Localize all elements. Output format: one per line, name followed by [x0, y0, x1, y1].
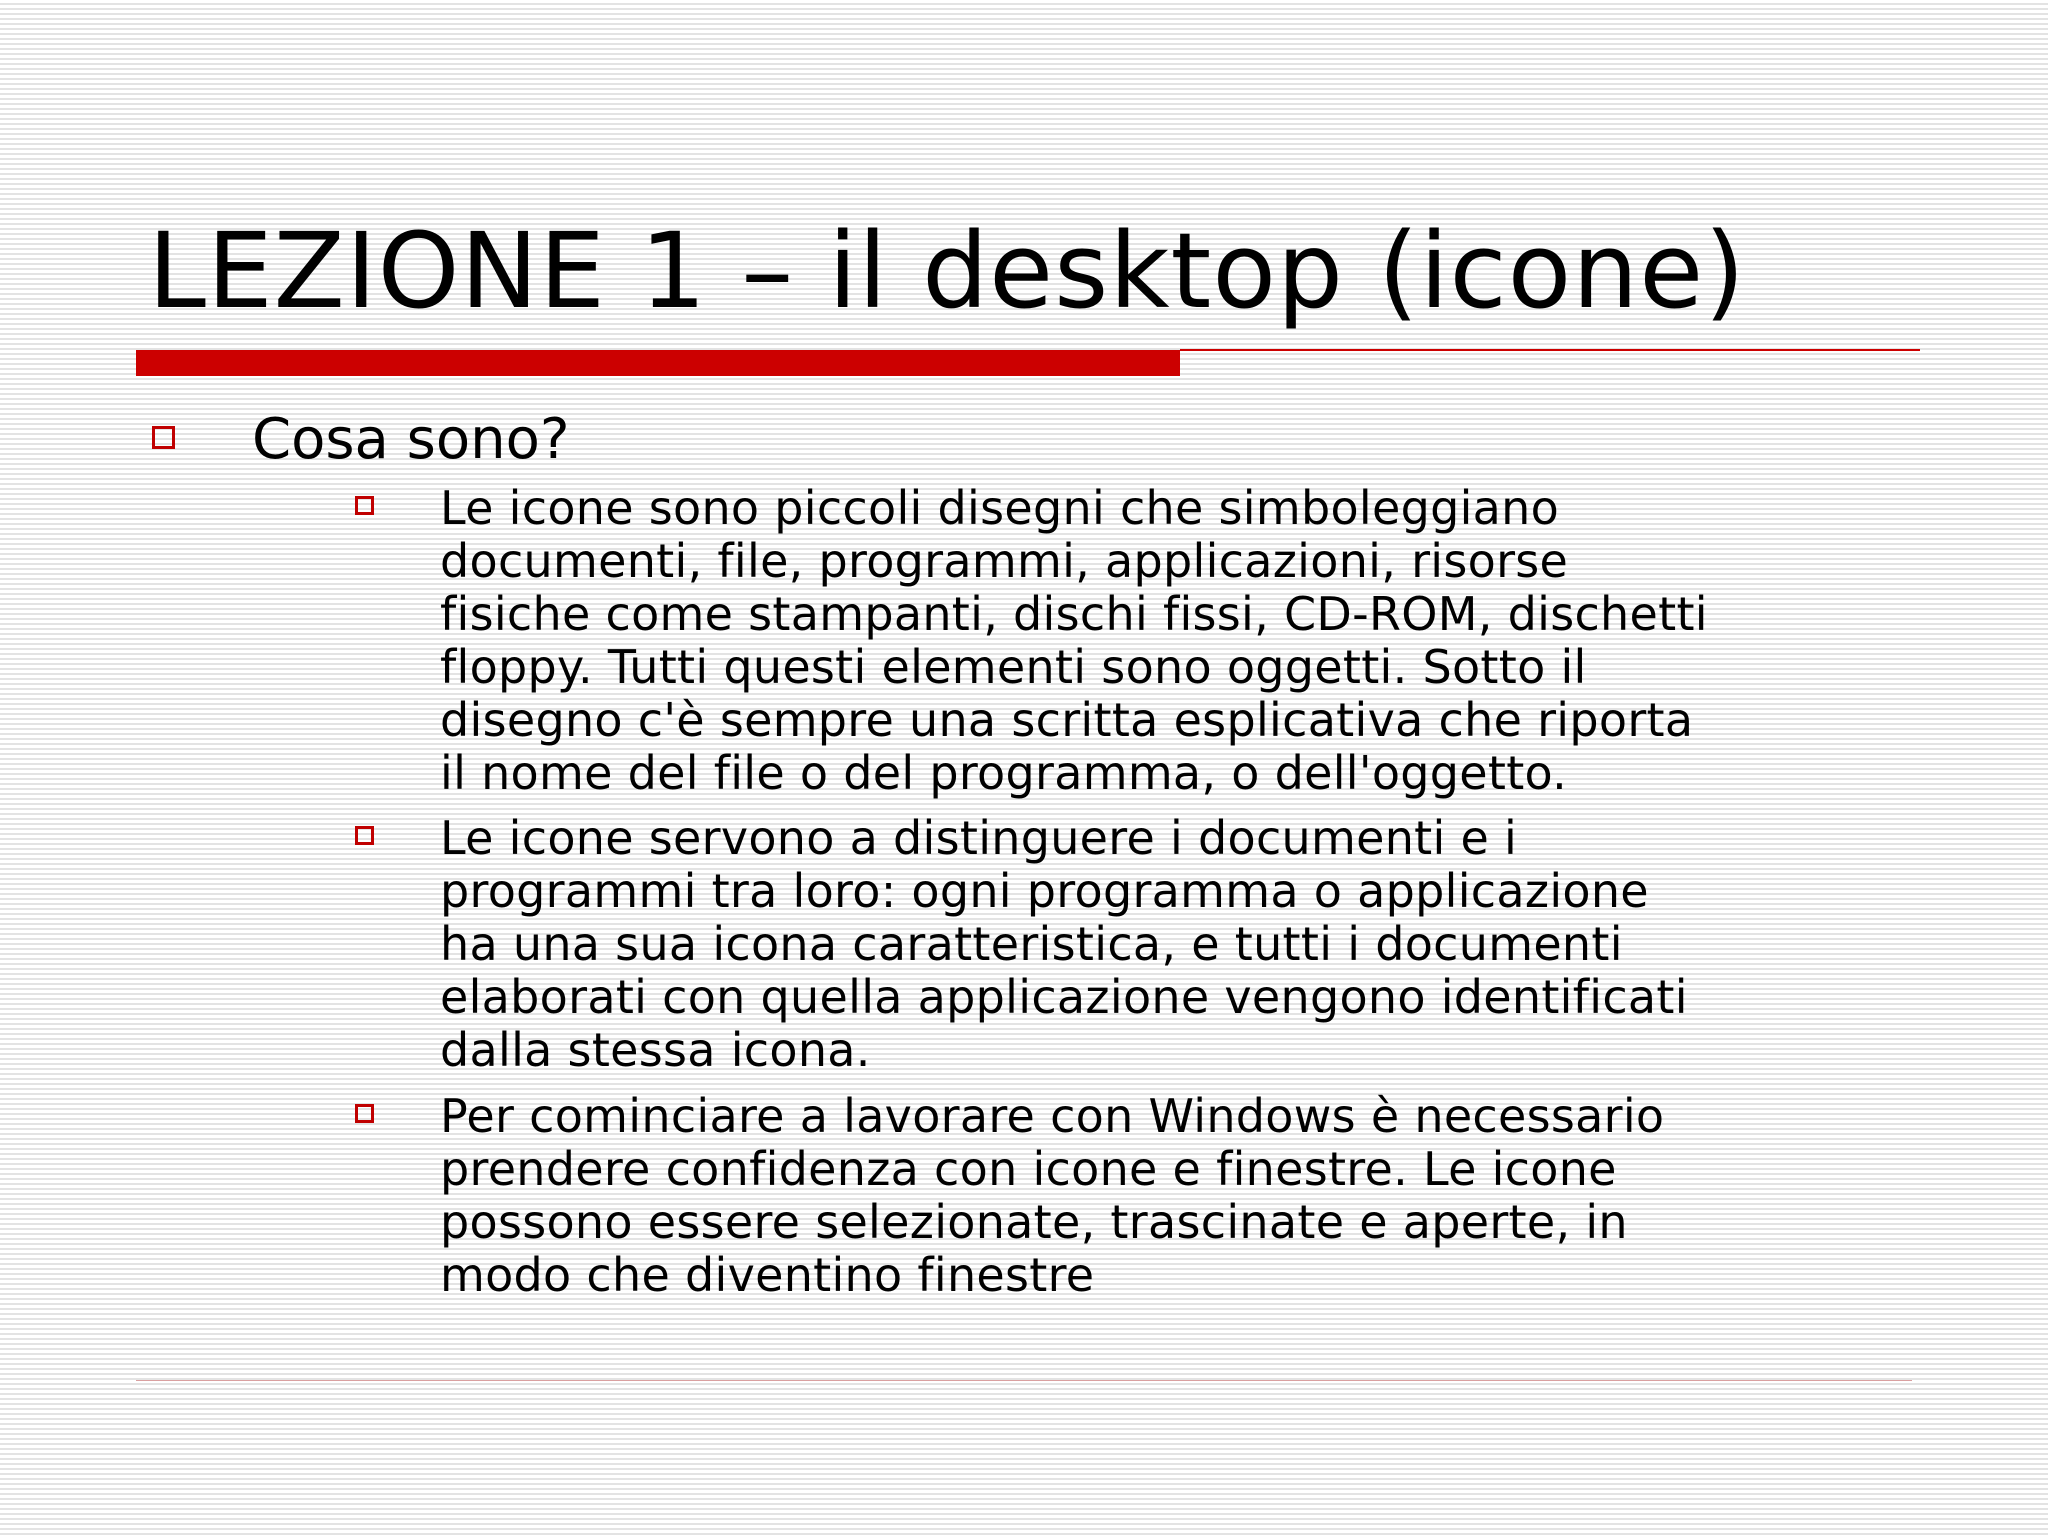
- bullet-square-icon: [355, 1104, 374, 1123]
- title-underline-thick: [136, 350, 1180, 376]
- bullet-level2-text: Le icone sono piccoli disegni che simboleggiano documenti, file, programmi, applicazioni, risorse fisiche come stampanti, dischi fissi, CD-ROM, dischetti floppy. Tutti questi elementi sono oggetti. Sotto il disegno c'è sempre una scritta esplicativa che riporta il nome del file o del programma, o dell'oggetto.: [440, 481, 1708, 800]
- bullet-level2-text: Le icone servono a distinguere i documenti e i programmi tra loro: ogni programma o applicazione ha una sua icona caratteristica, e tutti i documenti elaborati con quella applicazione vengono identificati dalla stessa icona.: [440, 811, 1688, 1077]
- slide-title: LEZIONE 1 – il desktop (icone): [148, 210, 1746, 332]
- bullet-square-icon: [355, 826, 374, 845]
- footer-divider: [136, 1380, 1912, 1381]
- bullet-level1-text: Cosa sono?: [252, 407, 570, 472]
- bullet-level2-text: Per cominciare a lavorare con Windows è necessario prendere confidenza con icone e finestre. Le icone possono essere selezionate, trascinate e aperte, in modo che diventino finestre: [440, 1089, 1665, 1302]
- bullet-square-icon: [152, 426, 175, 449]
- bullet-square-icon: [355, 496, 374, 515]
- title-underline-thin: [1180, 349, 1920, 351]
